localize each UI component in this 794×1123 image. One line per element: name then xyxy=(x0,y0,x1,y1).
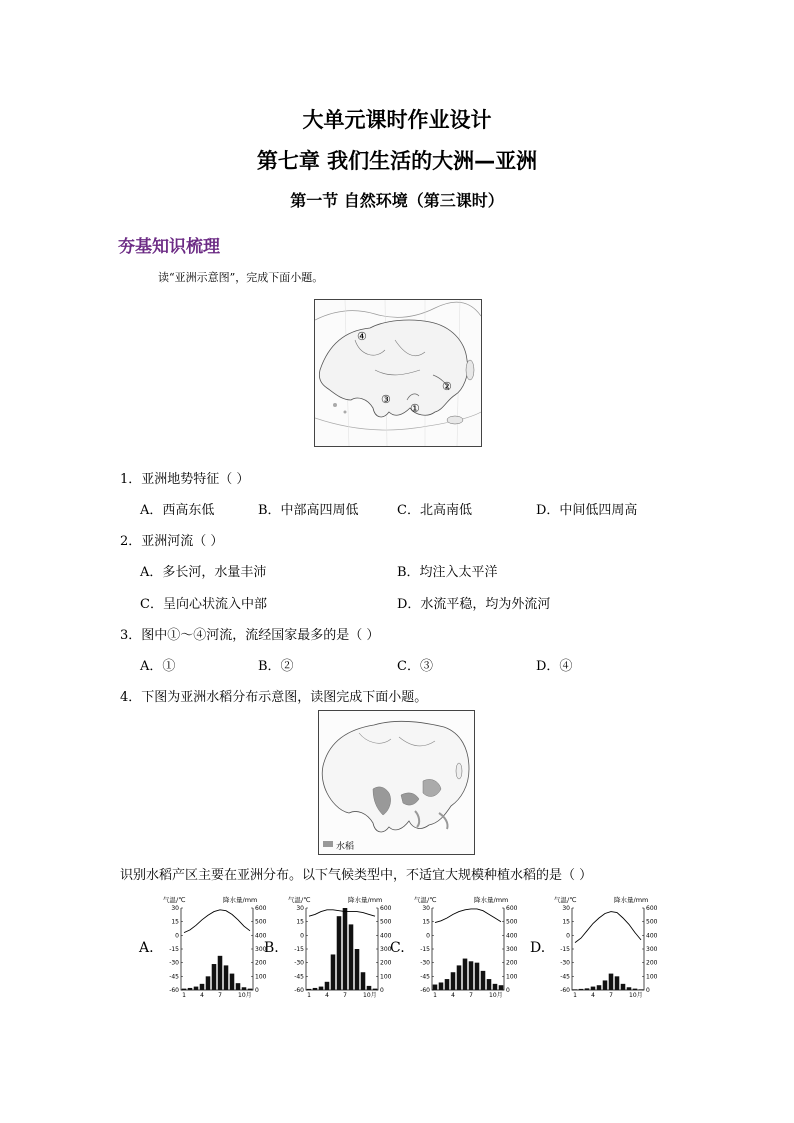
month-tick-label: 7 xyxy=(343,992,347,999)
precip-tick-label: 300 xyxy=(506,946,518,953)
precip-bar xyxy=(188,988,193,990)
question-4: 4．下图为亚洲水稻分布示意图，读图完成下面小题。 xyxy=(120,690,428,705)
precip-bar xyxy=(445,979,450,990)
precip-bar xyxy=(212,964,217,990)
map-instruction: 读“亚洲示意图”，完成下面小题。 xyxy=(158,271,324,284)
temperature-line xyxy=(184,910,250,933)
precip-bar xyxy=(224,965,229,990)
precip-tick-label: 400 xyxy=(255,932,267,940)
month-tick-label: 4 xyxy=(451,992,455,999)
precip-tick-label: 200 xyxy=(380,959,392,967)
month-tick-label: 10月 xyxy=(629,992,643,999)
chart-option-label: B. xyxy=(264,940,279,956)
month-tick-label: 1 xyxy=(433,992,437,999)
temp-axis-label: 气温/℃ xyxy=(288,896,311,904)
precip-bar xyxy=(439,982,444,990)
temp-tick-label: 15 xyxy=(562,918,570,926)
precip-tick-label: 500 xyxy=(646,918,658,926)
precip-bar xyxy=(621,984,626,990)
precip-bar xyxy=(313,988,318,990)
precip-bar xyxy=(349,924,354,990)
precip-bar xyxy=(236,983,241,990)
temp-tick-label: -15 xyxy=(560,946,570,953)
chart-axes xyxy=(572,908,644,990)
temp-tick-label: -45 xyxy=(169,973,179,981)
precip-bar xyxy=(200,984,205,990)
month-tick-label: 7 xyxy=(218,992,222,999)
temp-tick-label: 0 xyxy=(566,932,570,940)
rice-map-drawing xyxy=(319,711,474,854)
precip-tick-label: 500 xyxy=(380,918,392,926)
rice-legend-label: 水稻 xyxy=(336,842,355,852)
temp-tick-label: 15 xyxy=(171,918,179,926)
temperature-line xyxy=(575,912,641,943)
temp-tick-label: 30 xyxy=(296,905,304,912)
precip-axis-label: 降水量/mm xyxy=(614,896,649,904)
temp-tick-label: 15 xyxy=(296,918,304,926)
precip-bar xyxy=(230,974,235,990)
month-tick-label: 7 xyxy=(469,992,473,999)
precip-tick-label: 100 xyxy=(646,973,658,981)
precip-tick-label: 400 xyxy=(646,932,658,940)
temp-tick-label: -60 xyxy=(294,987,304,994)
month-tick-label: 7 xyxy=(609,992,613,999)
climate-chart-c[interactable] xyxy=(390,892,536,1004)
precip-bar xyxy=(597,985,602,990)
precip-axis-label: 降水量/mm xyxy=(474,896,509,904)
precip-tick-label: 300 xyxy=(646,946,658,953)
precip-bar xyxy=(499,985,504,990)
q2-option-c[interactable]: C．呈向心状流入中部 xyxy=(140,597,267,612)
precip-bar xyxy=(343,908,348,990)
question-1: 1．亚洲地势特征（ ） xyxy=(120,472,250,487)
temp-tick-label: -15 xyxy=(420,946,430,953)
precip-bar xyxy=(307,989,312,990)
chart-axes xyxy=(306,908,378,990)
precip-tick-label: 400 xyxy=(380,932,392,940)
precip-tick-label: 200 xyxy=(646,959,658,967)
month-tick-label: 10月 xyxy=(489,992,503,999)
chapter-title: 第七章 我们生活的大洲—亚洲 xyxy=(256,149,538,173)
marker-4: ④ xyxy=(357,330,367,343)
precip-bar xyxy=(182,989,187,990)
precip-tick-label: 300 xyxy=(380,946,392,953)
precip-bar xyxy=(585,988,590,990)
precip-bar xyxy=(325,982,330,990)
temp-tick-label: 30 xyxy=(171,905,179,912)
precip-bar xyxy=(194,987,199,990)
question-3: 3．图中①～④河流，流经国家最多的是（ ） xyxy=(120,628,380,643)
month-tick-label: 10月 xyxy=(238,992,252,999)
month-tick-label: 4 xyxy=(591,992,595,999)
temp-tick-label: -45 xyxy=(294,973,304,981)
precip-bar xyxy=(469,961,474,990)
month-tick-label: 4 xyxy=(200,992,204,999)
precip-tick-label: 500 xyxy=(255,918,267,926)
precip-bar xyxy=(457,965,462,990)
temperature-line xyxy=(309,910,375,916)
temp-tick-label: 15 xyxy=(422,918,430,926)
precip-bar xyxy=(487,979,492,990)
q3-option-c[interactable]: C．③ xyxy=(397,659,433,674)
temp-tick-label: -60 xyxy=(560,987,570,994)
month-tick-label: 4 xyxy=(325,992,329,999)
q2-option-d[interactable]: D．水流平稳，均为外流河 xyxy=(397,597,551,612)
climate-chart-svg xyxy=(550,892,668,1004)
chart-option-label: D. xyxy=(530,940,546,956)
asia-map xyxy=(314,299,482,447)
temp-tick-label: -60 xyxy=(420,987,430,994)
precip-tick-label: 600 xyxy=(646,905,658,912)
precip-tick-label: 0 xyxy=(255,987,259,994)
temp-axis-label: 气温/℃ xyxy=(163,896,186,904)
precip-bar xyxy=(331,954,336,990)
precip-bar xyxy=(639,989,644,990)
temp-tick-label: 30 xyxy=(422,905,430,912)
precip-bar xyxy=(609,974,614,990)
precip-axis-label: 降水量/mm xyxy=(348,896,383,904)
precip-bar xyxy=(206,976,211,990)
temp-tick-label: 0 xyxy=(300,932,304,940)
temperature-line xyxy=(435,909,501,923)
precip-bar xyxy=(367,986,372,990)
q1-option-c[interactable]: C．北高南低 xyxy=(397,503,472,518)
precip-tick-label: 600 xyxy=(506,905,518,912)
precip-tick-label: 200 xyxy=(506,959,518,967)
climate-chart-svg xyxy=(410,892,528,1004)
temp-tick-label: 0 xyxy=(426,932,430,940)
precip-bar xyxy=(361,972,366,990)
chart-option-label: C. xyxy=(390,940,405,956)
precip-bar xyxy=(481,971,486,990)
climate-chart-d[interactable] xyxy=(530,892,676,1004)
chart-option-label: A. xyxy=(139,940,154,956)
temp-tick-label: -15 xyxy=(169,946,179,953)
precip-bar xyxy=(337,916,342,990)
precip-tick-label: 0 xyxy=(506,987,510,994)
climate-chart-b[interactable] xyxy=(264,892,410,1004)
question-2: 2．亚洲河流（ ） xyxy=(120,534,224,549)
precip-bar xyxy=(463,959,468,990)
rice-distribution-map xyxy=(318,710,475,855)
marker-3: ③ xyxy=(381,393,391,406)
section-title: 第一节 自然环境（第三课时） xyxy=(290,191,504,210)
q2-option-b[interactable]: B．均注入太平洋 xyxy=(397,565,498,580)
precip-bar xyxy=(433,985,438,990)
precip-bar xyxy=(248,989,253,990)
q1-option-b[interactable]: B．中部高四周低 xyxy=(258,503,359,518)
temp-axis-label: 气温/℃ xyxy=(554,896,577,904)
temp-tick-label: -30 xyxy=(169,959,179,967)
climate-chart-svg xyxy=(284,892,402,1004)
precip-tick-label: 600 xyxy=(255,905,267,912)
asia-map-drawing xyxy=(315,300,481,446)
precip-bar xyxy=(633,989,638,990)
precip-bar xyxy=(579,989,584,990)
precip-tick-label: 100 xyxy=(255,973,267,981)
temp-tick-label: -15 xyxy=(294,946,304,953)
month-tick-label: 1 xyxy=(307,992,311,999)
precip-tick-label: 200 xyxy=(255,959,267,967)
precip-bar xyxy=(493,984,498,990)
precip-tick-label: 100 xyxy=(380,973,392,981)
section-heading: 夯基知识梳理 xyxy=(118,237,220,257)
precip-tick-label: 400 xyxy=(506,932,518,940)
precip-bar xyxy=(373,989,378,990)
temp-tick-label: -45 xyxy=(420,973,430,981)
precip-tick-label: 100 xyxy=(506,973,518,981)
precip-tick-label: 0 xyxy=(646,987,650,994)
month-tick-label: 10月 xyxy=(363,992,377,999)
temp-tick-label: -60 xyxy=(169,987,179,994)
document-title: 大单元课时作业设计 xyxy=(302,108,492,132)
precip-tick-label: 0 xyxy=(380,987,384,994)
q3-option-d[interactable]: D．④ xyxy=(536,659,573,674)
temp-tick-label: 0 xyxy=(175,932,179,940)
precip-bar xyxy=(615,976,620,990)
q1-option-d[interactable]: D．中间低四周高 xyxy=(536,503,638,518)
precip-bar xyxy=(573,989,578,990)
temp-tick-label: 30 xyxy=(562,905,570,912)
temp-tick-label: -45 xyxy=(560,973,570,981)
chart-axes xyxy=(181,908,253,990)
precip-tick-label: 600 xyxy=(380,905,392,912)
precip-bar xyxy=(355,949,360,990)
precip-bar xyxy=(451,972,456,990)
marker-1: ① xyxy=(410,402,420,415)
precip-bar xyxy=(475,963,480,990)
precip-bar xyxy=(242,987,247,990)
precip-bar xyxy=(627,987,632,990)
q2-option-a[interactable]: A．多长河，水量丰沛 xyxy=(140,565,267,580)
precip-bar xyxy=(218,956,223,990)
precip-tick-label: 300 xyxy=(255,946,267,953)
temp-tick-label: -30 xyxy=(560,959,570,967)
month-tick-label: 1 xyxy=(573,992,577,999)
temp-tick-label: -30 xyxy=(294,959,304,967)
temp-tick-label: -30 xyxy=(420,959,430,967)
precip-bar xyxy=(319,987,324,990)
q1-option-a[interactable]: A．西高东低 xyxy=(140,503,215,518)
q3-option-a[interactable]: A．① xyxy=(140,659,176,674)
precip-bar xyxy=(603,980,608,990)
climate-chart-svg xyxy=(159,892,277,1004)
temp-axis-label: 气温/℃ xyxy=(414,896,437,904)
q3-option-b[interactable]: B．② xyxy=(258,659,294,674)
question-4-prompt: 识别水稻产区主要在亚洲分布。以下气候类型中，不适宜大规模种植水稻的是（ ） xyxy=(120,868,593,883)
precip-axis-label: 降水量/mm xyxy=(223,896,258,904)
marker-2: ② xyxy=(442,380,452,393)
precip-tick-label: 500 xyxy=(506,918,518,926)
month-tick-label: 1 xyxy=(182,992,186,999)
precip-bar xyxy=(591,987,596,990)
